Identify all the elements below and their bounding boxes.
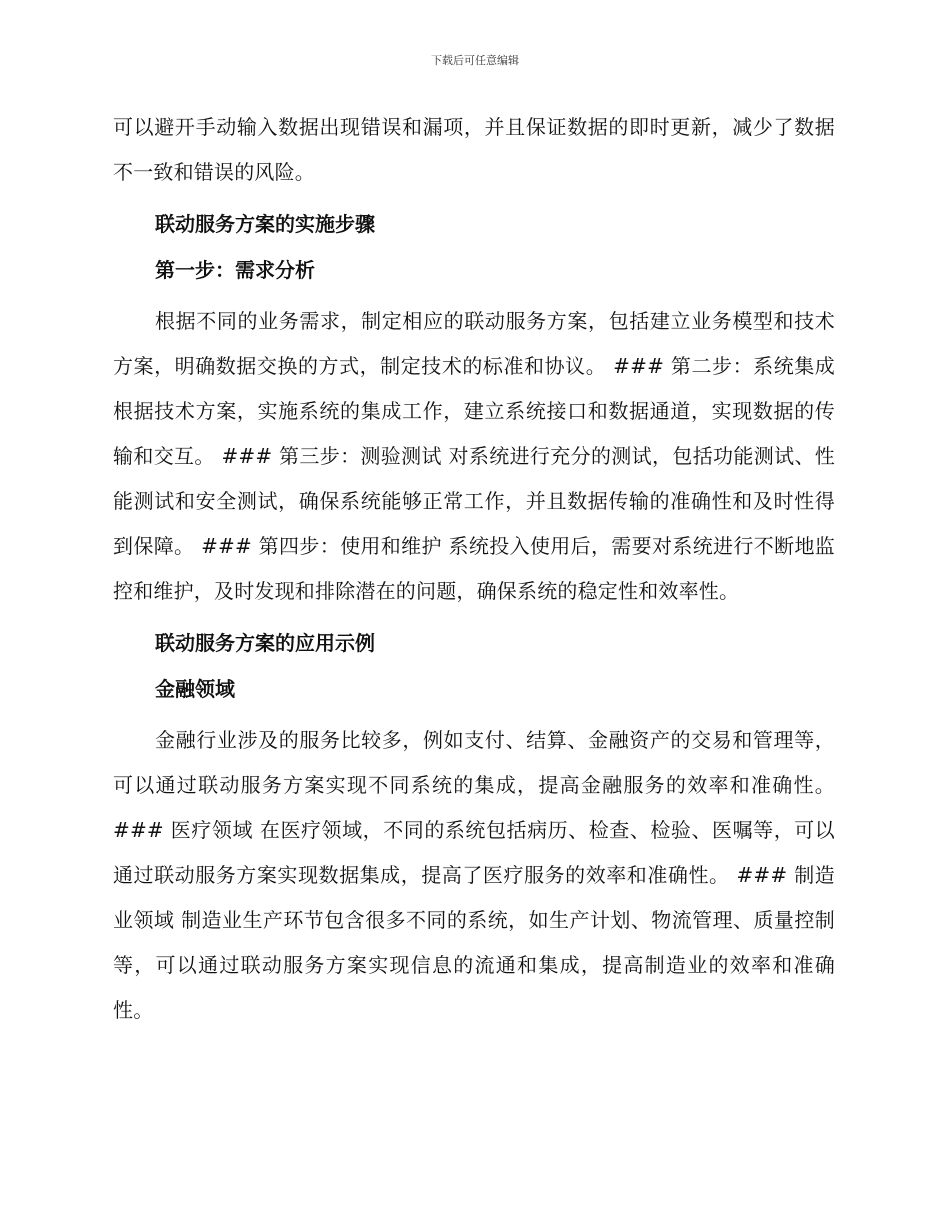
heading-finance: 金融领域 — [155, 677, 235, 701]
page-header: 下载后可任意编辑 — [431, 54, 519, 67]
heading-implementation-steps: 联动服务方案的实施步骤 — [155, 212, 375, 236]
document-body — [113, 105, 835, 1033]
heading-step-one: 第一步：需求分析 — [155, 258, 315, 282]
paragraph-steps: 根据不同的业务需求，制定相应的联动服务方案，包括建立业务模型和技术方案，明确数据交换的方式，制定技术的标准和协议。 ### 第二步：系统集成 根据技术方案，实施系统的集成工作，建立系统接口和数据通道，实现数据的传输和交互。 ### 第三步：测验测试 对系统进行充分的测试，包括功能测试、性能测试和安全测试，确保系统能够正常工作，并且数据传输的准确性和及时性得到保障。 ### 第四步：使用和维护 系统投入使用后，需要对系统进行不断地监控和维护，及时发现和排除潜在的问题，确保系统的稳定性和效率性。 — [113, 309, 835, 603]
paragraph-intro: 可以避开手动输入数据出现错误和漏项，并且保证数据的即时更新，减少了数据不一致和错误的风险。 — [113, 115, 835, 184]
heading-application-examples: 联动服务方案的应用示例 — [155, 631, 375, 655]
paragraph-examples: 金融行业涉及的服务比较多，例如支付、结算、金融资产的交易和管理等，可以通过联动服务方案实现不同系统的集成，提高金融服务的效率和准确性。 ### 医疗领域 在医疗领域，不同的系统包括病历、检查、检验、医嘱等，可以通过联动服务方案实现数据集成，提高了医疗服务的效率和准确性。 ### 制造业领域 制造业生产环节包含很多不同的系统，如生产计划、物流管理、质量控制等，可以通过联动服务方案实现信息的流通和集成，提高制造业的效率和准确性。 — [113, 728, 835, 1022]
